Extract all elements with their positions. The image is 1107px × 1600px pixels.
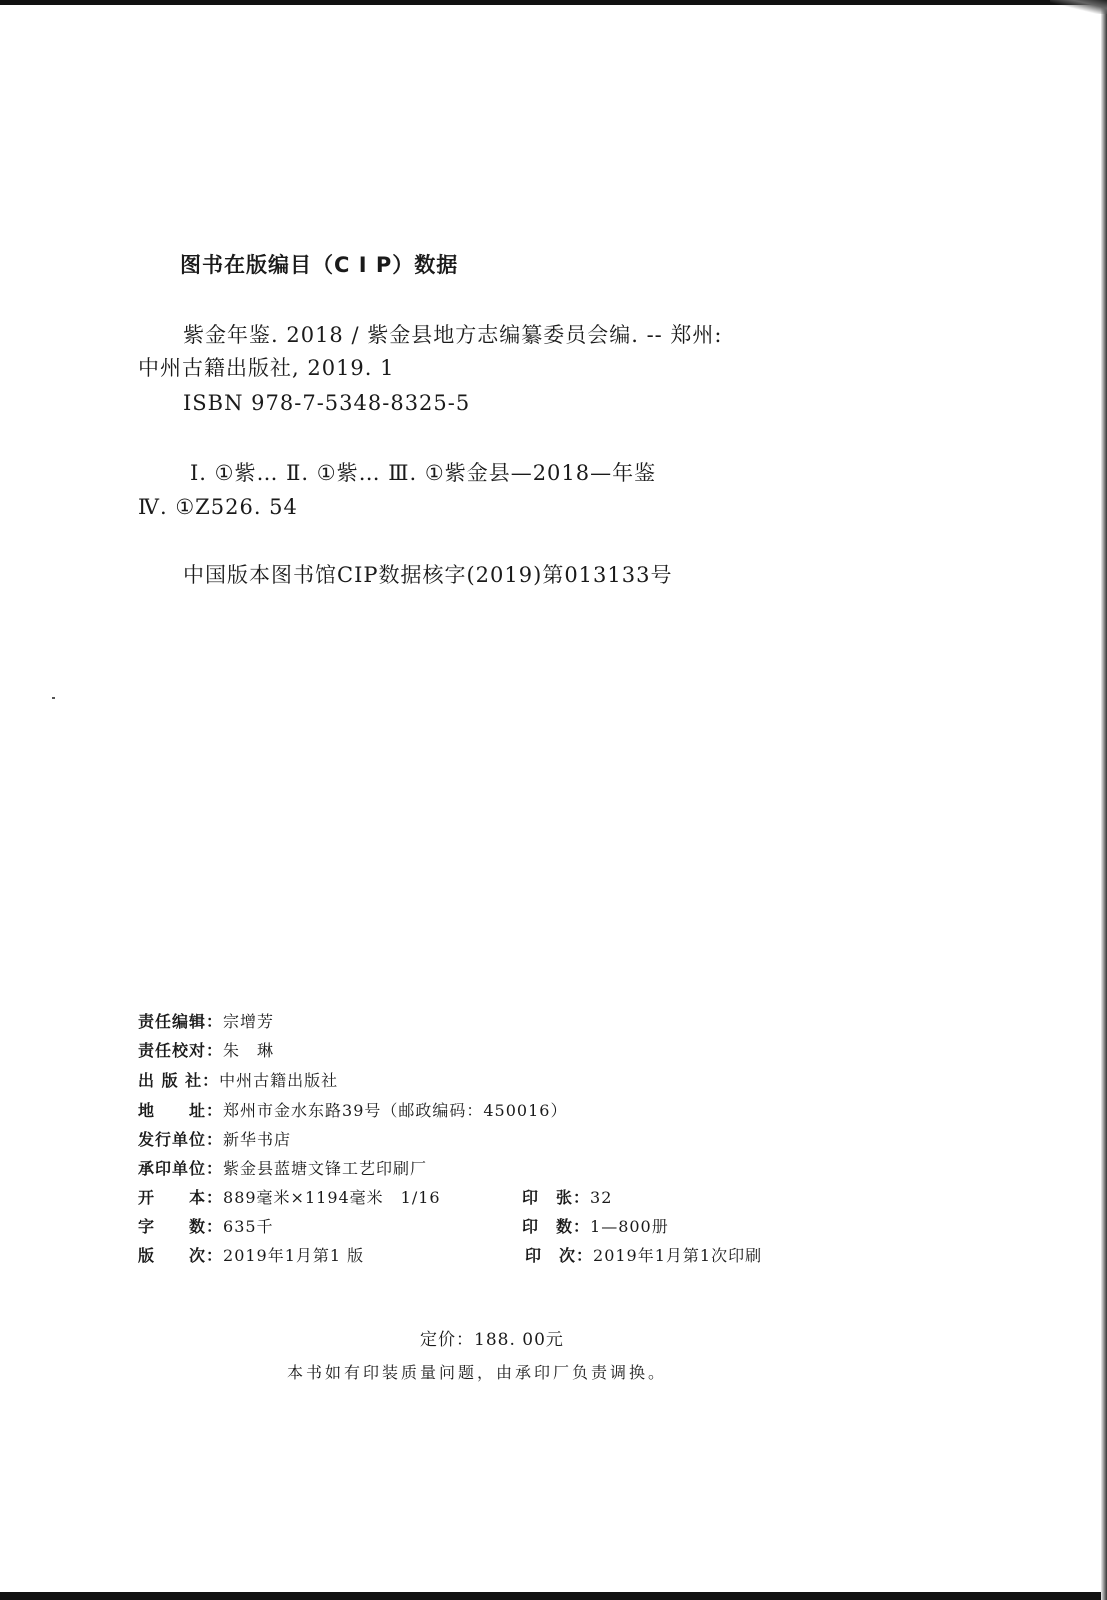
info-value: 2019年1月第1 版 <box>223 1246 365 1265</box>
info-impression <box>525 1244 762 1268</box>
info-value: 紫金县蓝塘文锋工艺印刷厂 <box>223 1159 428 1178</box>
info-print-run <box>522 1215 669 1239</box>
info-row-edition <box>138 1244 364 1268</box>
cip-subject-line2: Ⅳ. ①Z526. 54 <box>138 495 298 519</box>
scan-corner-shadow <box>1050 0 1107 14</box>
info-value: 889毫米×1194毫米 1/16 <box>223 1188 441 1207</box>
info-row-wordcount <box>138 1215 274 1239</box>
info-row-format <box>138 1186 441 1210</box>
info-row-publisher <box>138 1069 338 1093</box>
scan-border-bottom <box>0 1592 1107 1600</box>
info-label: 发行单位： <box>138 1130 224 1149</box>
info-label: 字 数： <box>138 1217 224 1236</box>
cip-entry-line1: 紫金年鉴. 2018 / 紫金县地方志编纂委员会编. -- 郑州: <box>183 323 723 347</box>
info-value: 宗增芳 <box>223 1012 275 1031</box>
info-value: 32 <box>590 1188 613 1207</box>
info-label: 开 本： <box>138 1188 224 1207</box>
cip-record-number: 中国版本图书馆CIP数据核字(2019)第013133号 <box>183 563 673 587</box>
info-label: 出 版 社： <box>138 1071 220 1090</box>
info-sheets <box>522 1186 612 1210</box>
info-label: 地 址： <box>138 1101 224 1120</box>
info-label: 印 数： <box>522 1217 591 1236</box>
info-row-printer <box>138 1157 427 1181</box>
info-label: 承印单位： <box>138 1159 224 1178</box>
info-value: 635千 <box>223 1217 274 1236</box>
info-label: 印 次： <box>525 1246 594 1265</box>
scan-speck <box>52 697 55 699</box>
cip-isbn: ISBN 978-7-5348-8325-5 <box>183 391 471 415</box>
info-value: 朱 琳 <box>223 1041 275 1060</box>
info-row-proofreader <box>138 1039 274 1063</box>
info-value: 新华书店 <box>223 1130 292 1149</box>
info-label: 印 张： <box>522 1188 591 1207</box>
info-row-distributor <box>138 1128 291 1152</box>
info-value: 2019年1月第1次印刷 <box>593 1246 763 1265</box>
cip-heading: 图书在版编目（C I P）数据 <box>180 253 459 277</box>
cip-entry-line2: 中州古籍出版社, 2019. 1 <box>138 356 395 380</box>
info-label: 责任校对： <box>138 1041 224 1060</box>
scan-border-top <box>0 0 1107 5</box>
scan-border-right <box>1101 0 1107 1600</box>
info-row-address <box>138 1099 567 1123</box>
info-value: 1—800册 <box>590 1217 669 1236</box>
info-label: 责任编辑： <box>138 1012 224 1031</box>
info-row-editor <box>138 1010 274 1034</box>
info-label: 版 次： <box>138 1246 224 1265</box>
price: 定价：188. 00元 <box>420 1330 564 1350</box>
quality-notice: 本书如有印装质量问题，由承印厂负责调换。 <box>287 1363 668 1382</box>
cip-subject-line1: Ⅰ. ①紫… Ⅱ. ①紫… Ⅲ. ①紫金县—2018—年鉴 <box>190 461 657 485</box>
info-value: 郑州市金水东路39号（邮政编码：450016） <box>223 1101 568 1120</box>
info-value: 中州古籍出版社 <box>219 1071 339 1090</box>
